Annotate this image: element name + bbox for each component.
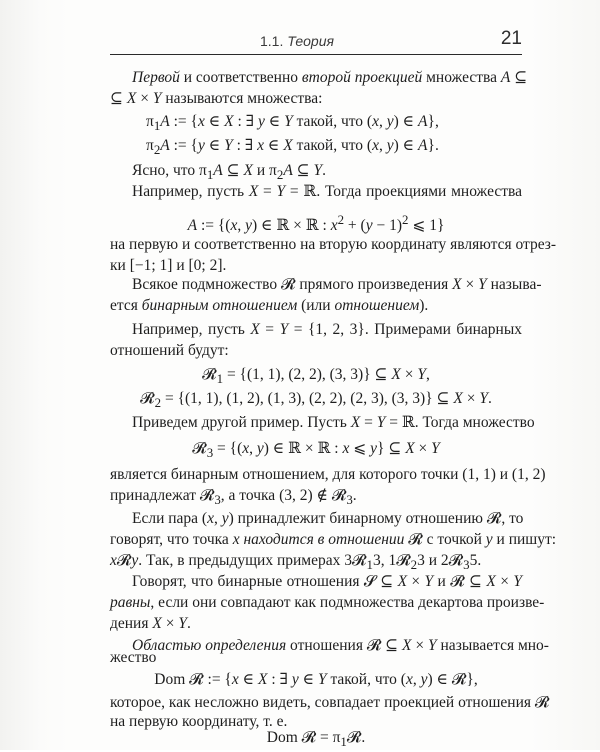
- formula: Dom 𝓡 := {x ∈ X : ∃ y ∈ Y такой, что (x, y) ∈ 𝓡},: [154, 671, 478, 688]
- text-line: Например, пусть X = Y = ℝ. Тогда проекциями множества: [132, 183, 522, 200]
- text-line: Например, пусть X = Y = {1, 2, 3}. Примерами бинарных: [132, 321, 522, 338]
- text-line: Ясно, что $\pi_1A$ ⊆ X и $\pi_2A$ ⊆ Y.: [132, 162, 327, 183]
- running-head: [260, 33, 334, 49]
- page-header: [110, 28, 522, 55]
- section-number: 1.1.: [260, 33, 284, 49]
- text-line: Областью определения отношения 𝓡 ⊆ X × Y называется мно-: [132, 637, 549, 654]
- text-line: является бинарным отношением, для которого точки (1, 1) и (1, 2): [110, 466, 546, 483]
- text-line: ⊆ X × Y называются множества:: [110, 90, 323, 107]
- page-number: 21: [500, 28, 522, 49]
- text-line: ки [−1; 1] и [0; 2].: [110, 257, 227, 274]
- text-line: которое, как несложно видеть, совпадает проекцией отношения 𝓡: [110, 694, 550, 711]
- text-line: ется бинарным отношением (или отношением).: [110, 297, 429, 314]
- text-line: говорят, что точка x находится в отношении 𝓡 с точкой y и пишут:: [110, 531, 557, 548]
- formula: $\pi_1A$ := {x ∈ X : ∃ y ∈ Y такой, что (x, y) ∈ A},: [146, 113, 439, 134]
- section-title: Теория: [287, 33, 334, 49]
- text-line: равны, если они совпадают как подмножества декартова произве-: [110, 594, 545, 611]
- text-line: отношений будут:: [110, 342, 229, 359]
- text-line: на первую и соответственно на вторую координату являются отрез-: [110, 236, 557, 253]
- text-line: на первую координату, т. е.: [110, 713, 288, 730]
- text-line: жество: [110, 649, 157, 666]
- text-line: Первой и соответственно второй проекцией множества A ⊆: [132, 69, 528, 86]
- formula: 𝓡$_2$ = {(1, 1), (1, 2), (1, 3), (2, 2), (2, 3), (3, 3)} ⊆ X × Y.: [140, 390, 492, 411]
- formula: Dom 𝓡 = $\pi_1𝓡$.: [266, 729, 366, 750]
- text-line: Всякое подмножество 𝓡 прямого произведения X × Y называ-: [132, 276, 542, 293]
- text-line: дения X × Y.: [110, 615, 191, 632]
- text-line: Приведем другой пример. Пусть X = Y = ℝ. Тогда множество: [132, 414, 535, 431]
- text-line: x𝓡y. Так, в предыдущих примерах 3𝓡$_1$3, 1𝓡$_2$3 и 2𝓡$_3$5.: [110, 552, 482, 573]
- formula: $\pi_2A$ := {y ∈ Y : ∃ x ∈ X такой, что (x, y) ∈ A}.: [146, 137, 439, 158]
- formula: 𝓡$_3$ = {(x, y) ∈ ℝ × ℝ : x ⩽ y} ⊆ X × Y: [192, 440, 440, 461]
- formula: 𝓡$_1$ = {(1, 1), (2, 2), (3, 3)} ⊆ X × Y,: [202, 366, 430, 387]
- text-line: Говорят, что бинарные отношения 𝓢 ⊆ X × Y и 𝓡 ⊆ X × Y: [132, 573, 522, 590]
- text-line: Если пара (x, y) принадлежит бинарному отношению 𝓡, то: [132, 510, 524, 527]
- formula: A := {(x, y) ∈ ℝ × ℝ : $x^2 + (y - 1)^2$ ⩽ 1}: [187, 212, 445, 235]
- text-line: принадлежат 𝓡$_3$, а точка (3, 2) ∉ 𝓡$_3$.: [110, 487, 357, 508]
